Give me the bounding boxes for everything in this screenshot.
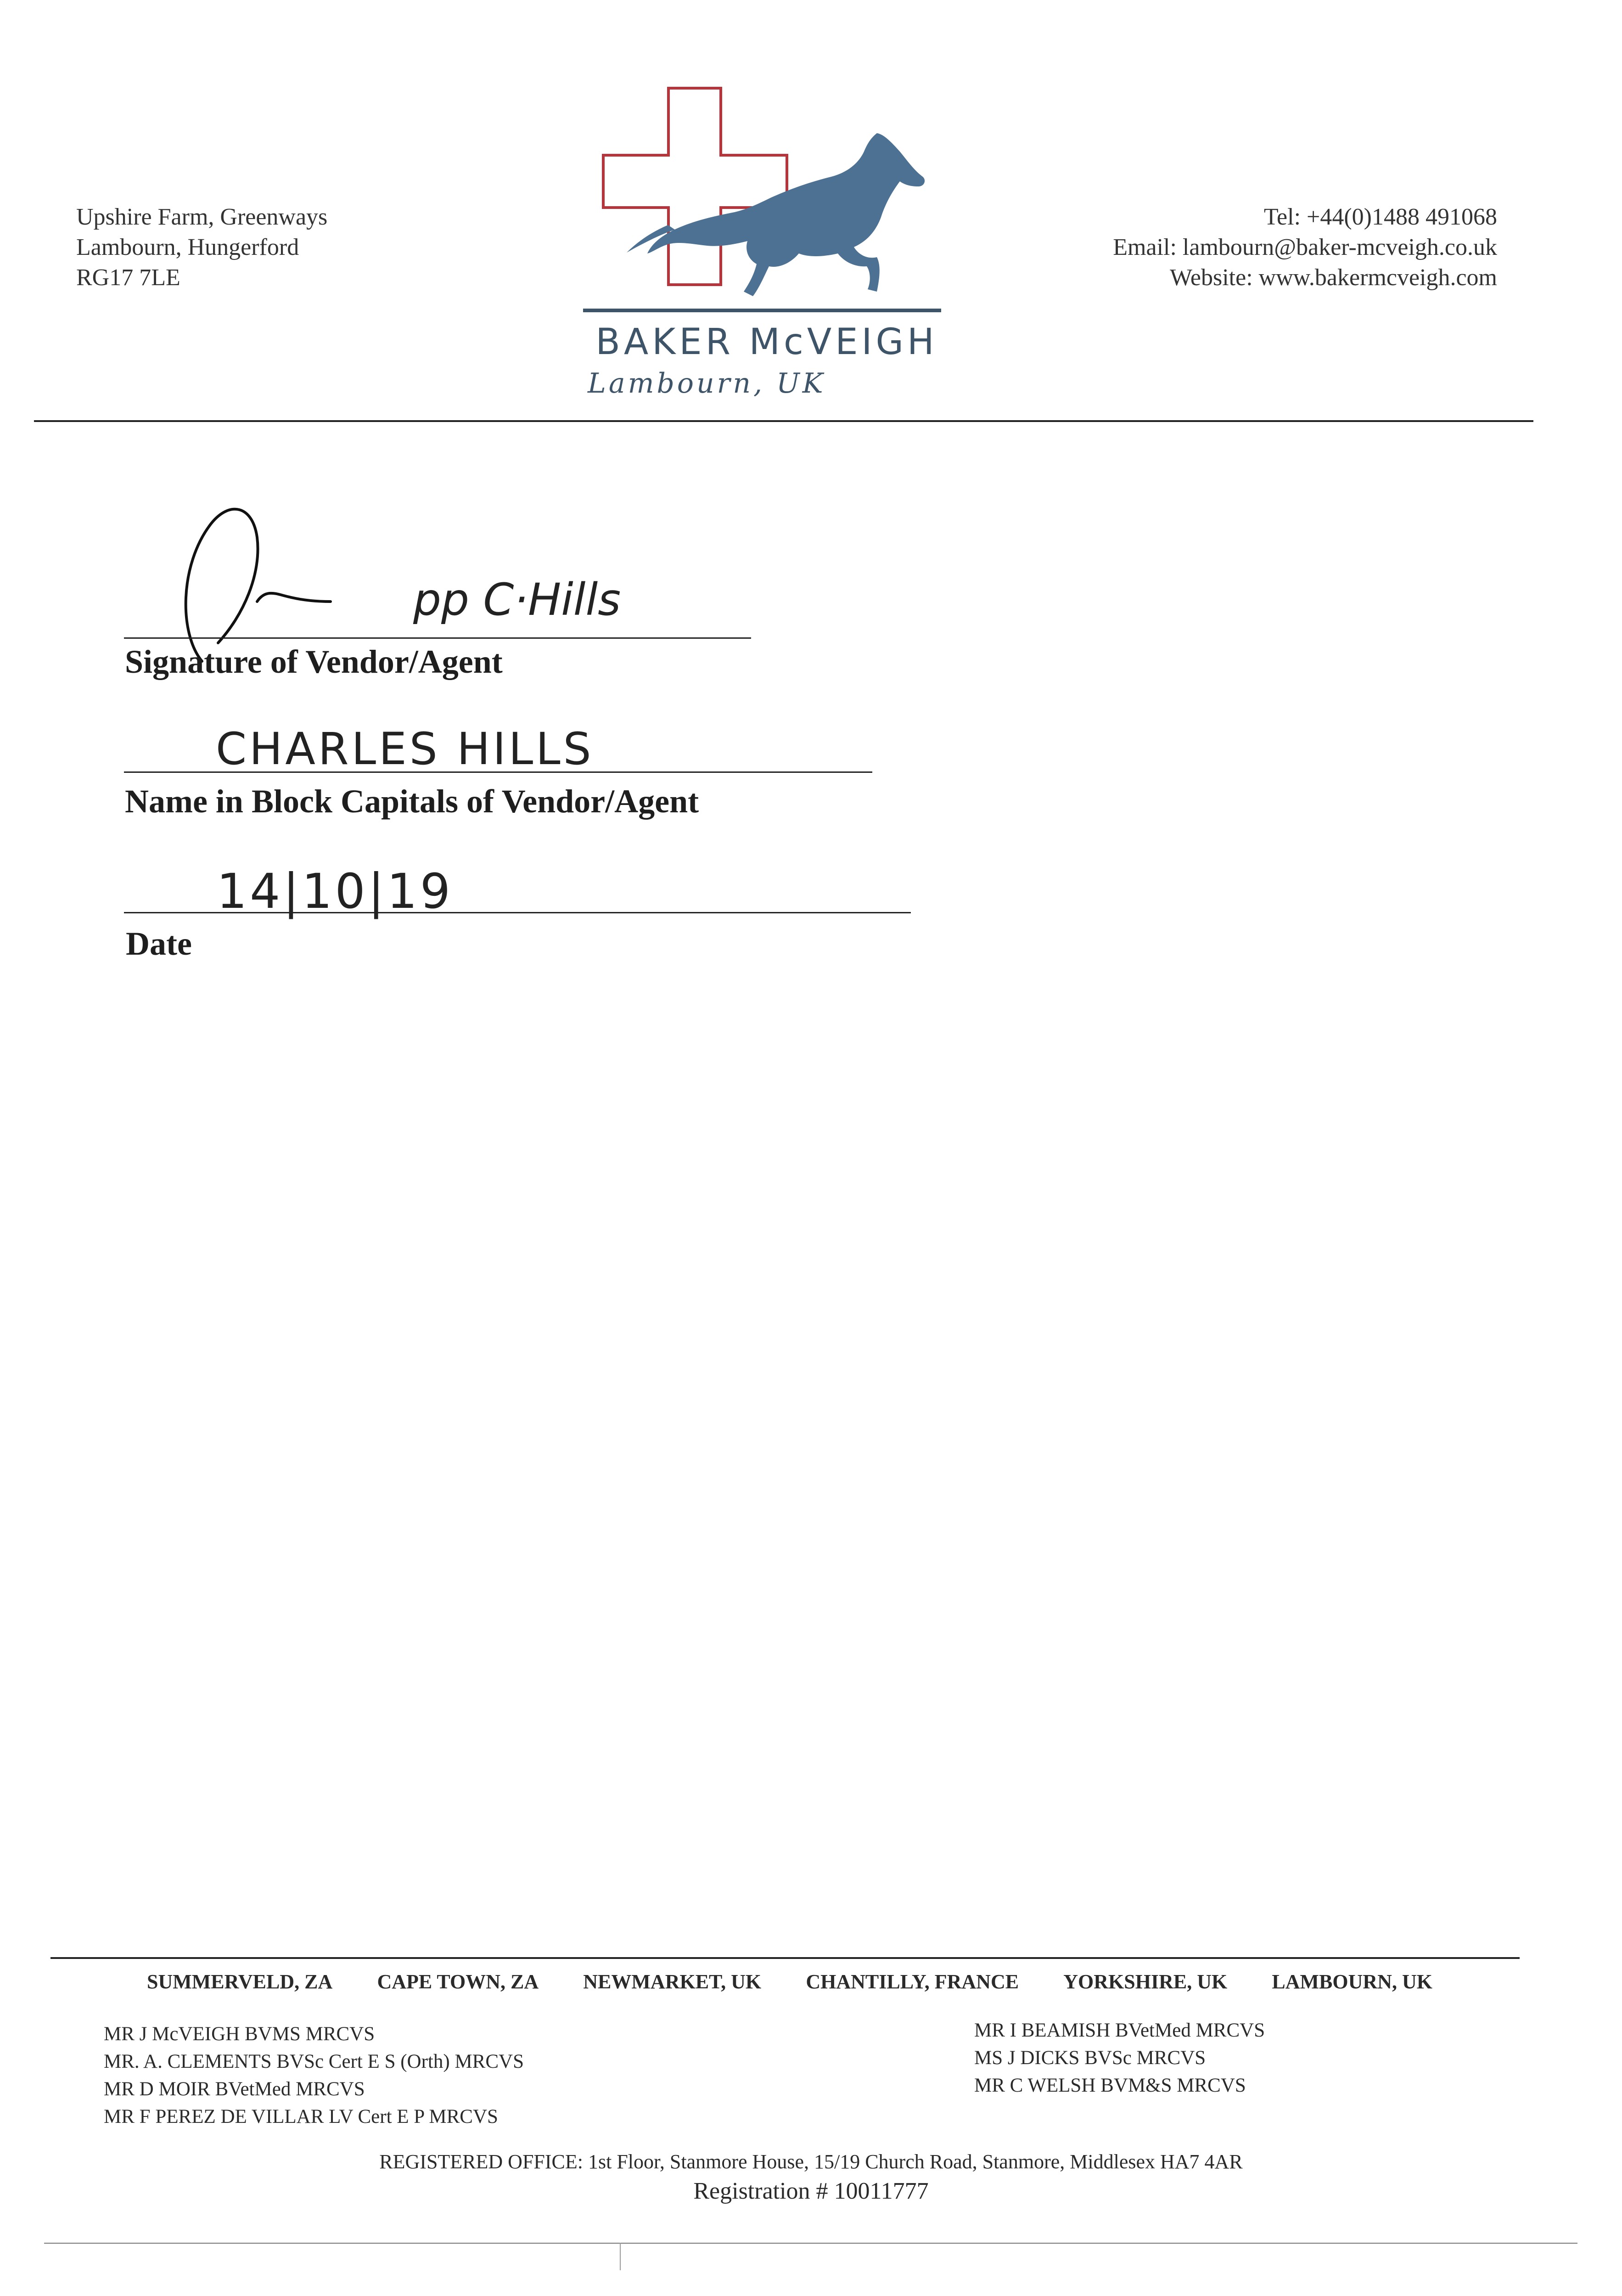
vendor-name-handwritten: CHARLES HILLS	[216, 723, 594, 775]
company-address	[76, 202, 327, 293]
signature-label: Signature of Vendor/Agent	[125, 643, 503, 680]
logo-rule	[583, 309, 941, 312]
location-item: CAPE TOWN, ZA	[377, 1970, 539, 1993]
brand-location: Lambourn, UK	[588, 367, 826, 400]
location-item: LAMBOURN, UK	[1272, 1970, 1432, 1993]
footer-rule	[51, 1957, 1520, 1959]
company-contact	[1113, 202, 1497, 293]
location-item: NEWMARKET, UK	[583, 1970, 762, 1993]
vet-entry: MR. A. CLEMENTS BVSc Cert E S (Orth) MRCVS	[104, 2051, 524, 2072]
location-item: CHANTILLY, FRANCE	[806, 1970, 1019, 1993]
address-line: Lambourn, Hungerford	[76, 234, 299, 260]
office-locations	[147, 1970, 1432, 1993]
vet-entry: MR F PEREZ DE VILLAR LV Cert E P MRCVS	[104, 2106, 498, 2127]
vet-entry: MR D MOIR BVetMed MRCVS	[104, 2078, 365, 2100]
date-label: Date	[126, 925, 192, 962]
header-rule	[34, 420, 1533, 422]
name-line	[124, 771, 872, 773]
bottom-rule	[44, 2243, 1577, 2244]
vets-list-right	[974, 2017, 1265, 2099]
phone-line: Tel: +44(0)1488 491068	[1263, 204, 1497, 230]
brand-name: BAKER McVEIGH	[595, 321, 938, 363]
signature-pp-text: pp C·Hills	[413, 574, 621, 625]
name-label: Name in Block Capitals of Vendor/Agent	[125, 783, 699, 820]
email-line: Email: lambourn@baker-mcveigh.co.uk	[1113, 234, 1497, 260]
date-handwritten: 14|10|19	[217, 863, 454, 919]
registered-office: REGISTERED OFFICE: 1st Floor, Stanmore House, 15/19 Church Road, Stanmore, Middlesex HA7 4AR	[379, 2150, 1243, 2173]
vet-entry: MS J DICKS BVSc MRCVS	[974, 2047, 1206, 2069]
location-item: SUMMERVELD, ZA	[147, 1970, 333, 1993]
bottom-tick	[620, 2243, 621, 2270]
date-line	[124, 912, 911, 913]
address-line: RG17 7LE	[76, 264, 180, 291]
address-line: Upshire Farm, Greenways	[76, 204, 328, 230]
vet-entry: MR I BEAMISH BVetMed MRCVS	[974, 2020, 1265, 2041]
signature-line	[124, 637, 751, 639]
vet-entry: MR J McVEIGH BVMS MRCVS	[104, 2023, 375, 2045]
baker-mcveigh-logo	[583, 83, 950, 321]
location-item: YORKSHIRE, UK	[1063, 1970, 1228, 1993]
registration-number: Registration # 10011777	[693, 2178, 929, 2204]
vet-entry: MR C WELSH BVM&S MRCVS	[974, 2075, 1246, 2096]
vets-list-left	[104, 2020, 524, 2131]
website-line: Website: www.bakermcveigh.com	[1170, 264, 1497, 291]
